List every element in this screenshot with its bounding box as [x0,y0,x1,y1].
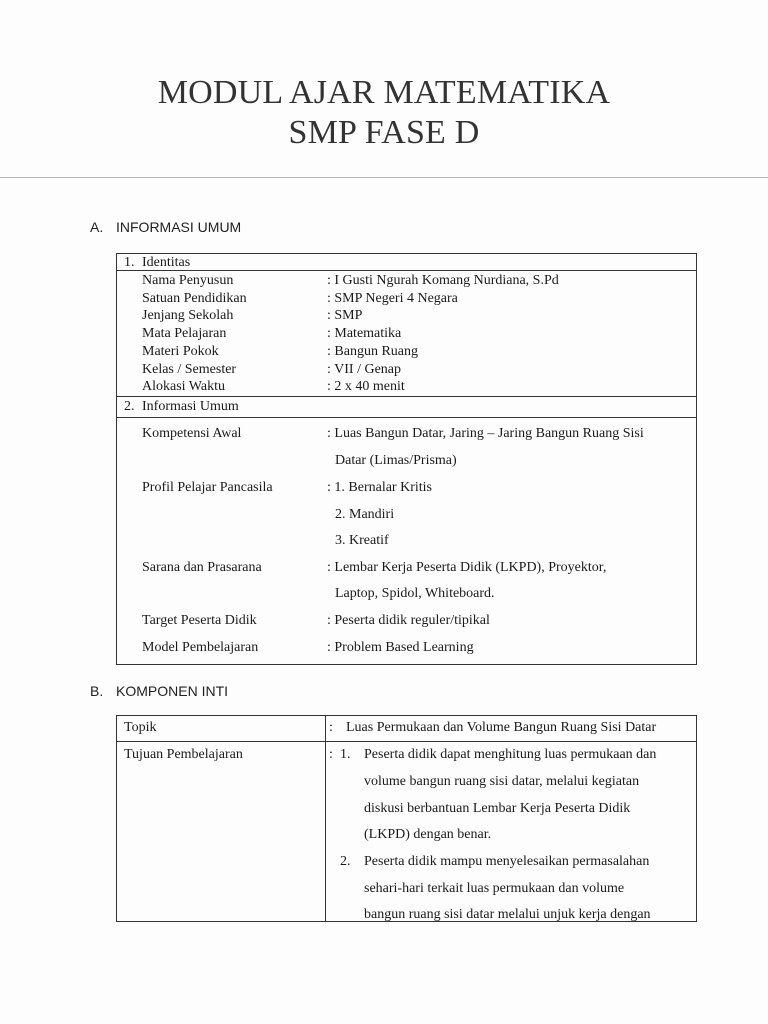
profil-pelajar-value-1: : 1. Bernalar Kritis [327,480,432,495]
identitas-number: 1. [124,255,135,270]
page-title-line-2: SMP FASE D [288,114,480,151]
tujuan-item-1-line-4: (LKPD) dengan benar. [364,827,492,842]
model-pembelajaran-label: Model Pembelajaran [142,640,259,655]
nama-penyusun-label: Nama Penyusun [142,273,234,288]
mata-pelajaran-value: : Matematika [327,326,402,341]
kelas-semester-value: : VII / Genap [327,362,401,377]
jenjang-sekolah-value: : SMP [327,308,363,323]
identitas-bottom-divider [116,396,697,397]
satuan-pendidikan-value: : SMP Negeri 4 Negara [327,291,458,306]
identitas-header-divider [116,270,697,271]
model-pembelajaran-value: : Problem Based Learning [327,640,474,655]
tujuan-item-2-line-2: sehari-hari terkait luas permukaan dan volume [364,881,625,896]
tujuan-item-1-line-3: diskusi berbantuan Lembar Kerja Peserta Didik [364,801,631,816]
profil-pelajar-value-3: 3. Kreatif [335,533,389,548]
informasi-header-divider [116,417,697,418]
section-a-letter: A. [90,219,104,235]
section-b-label: KOMPONEN INTI [116,683,229,699]
target-peserta-value: : Peserta didik reguler/tipikal [327,613,490,628]
materi-pokok-value: : Bangun Ruang [327,344,418,359]
nama-penyusun-value: : I Gusti Ngurah Komang Nurdiana, S.Pd [327,273,559,288]
tujuan-item-2-number: 2. [340,854,351,869]
informasi-umum-heading: Informasi Umum [142,399,239,414]
satuan-pendidikan-label: Satuan Pendidikan [142,291,247,306]
sarana-prasarana-value-2: Laptop, Spidol, Whiteboard. [335,586,495,601]
tujuan-item-1-line-1: Peserta didik dapat menghitung luas permukaan dan [364,747,657,762]
tujuan-pembelajaran-colon: : [329,747,333,762]
sarana-prasarana-value-1: : Lembar Kerja Peserta Didik (LKPD), Proyektor, [327,560,607,575]
alokasi-waktu-label: Alokasi Waktu [142,379,225,394]
kelas-semester-label: Kelas / Semester [142,362,237,377]
header-divider [0,177,768,178]
informasi-umum-number: 2. [124,399,135,414]
tujuan-item-1-line-2: volume bangun ruang sisi datar, melalui kegiatan [364,774,640,789]
target-peserta-label: Target Peserta Didik [142,613,257,628]
profil-pelajar-value-2: 2. Mandiri [335,507,395,522]
tujuan-item-2-line-1: Peserta didik mampu menyelesaikan permasalahan [364,854,650,869]
komponen-inti-column-divider [325,715,326,922]
section-a-label: INFORMASI UMUM [116,219,242,235]
tujuan-item-1-number: 1. [340,747,351,762]
tujuan-item-2-line-3: bangun ruang sisi datar melalui unjuk kerja dengan [364,907,651,922]
alokasi-waktu-value: : 2 x 40 menit [327,379,405,394]
topik-row-divider [116,741,697,742]
section-b-letter: B. [90,683,104,699]
profil-pelajar-label: Profil Pelajar Pancasila [142,480,273,495]
topik-label: Topik [124,720,157,735]
page-title-line-1: MODUL AJAR MATEMATIKA [157,74,611,111]
identitas-heading: Identitas [142,255,191,270]
topik-colon: : [329,720,333,735]
kompetensi-awal-value-1: : Luas Bangun Datar, Jaring – Jaring Bangun Ruang Sisi [327,426,644,441]
sarana-prasarana-label: Sarana dan Prasarana [142,560,262,575]
materi-pokok-label: Materi Pokok [142,344,219,359]
tujuan-pembelajaran-label: Tujuan Pembelajaran [124,747,243,762]
kompetensi-awal-value-2: Datar (Limas/Prisma) [335,453,457,468]
topik-value: Luas Permukaan dan Volume Bangun Ruang Sisi Datar [346,720,657,735]
kompetensi-awal-label: Kompetensi Awal [142,426,242,441]
jenjang-sekolah-label: Jenjang Sekolah [142,308,234,323]
mata-pelajaran-label: Mata Pelajaran [142,326,227,341]
